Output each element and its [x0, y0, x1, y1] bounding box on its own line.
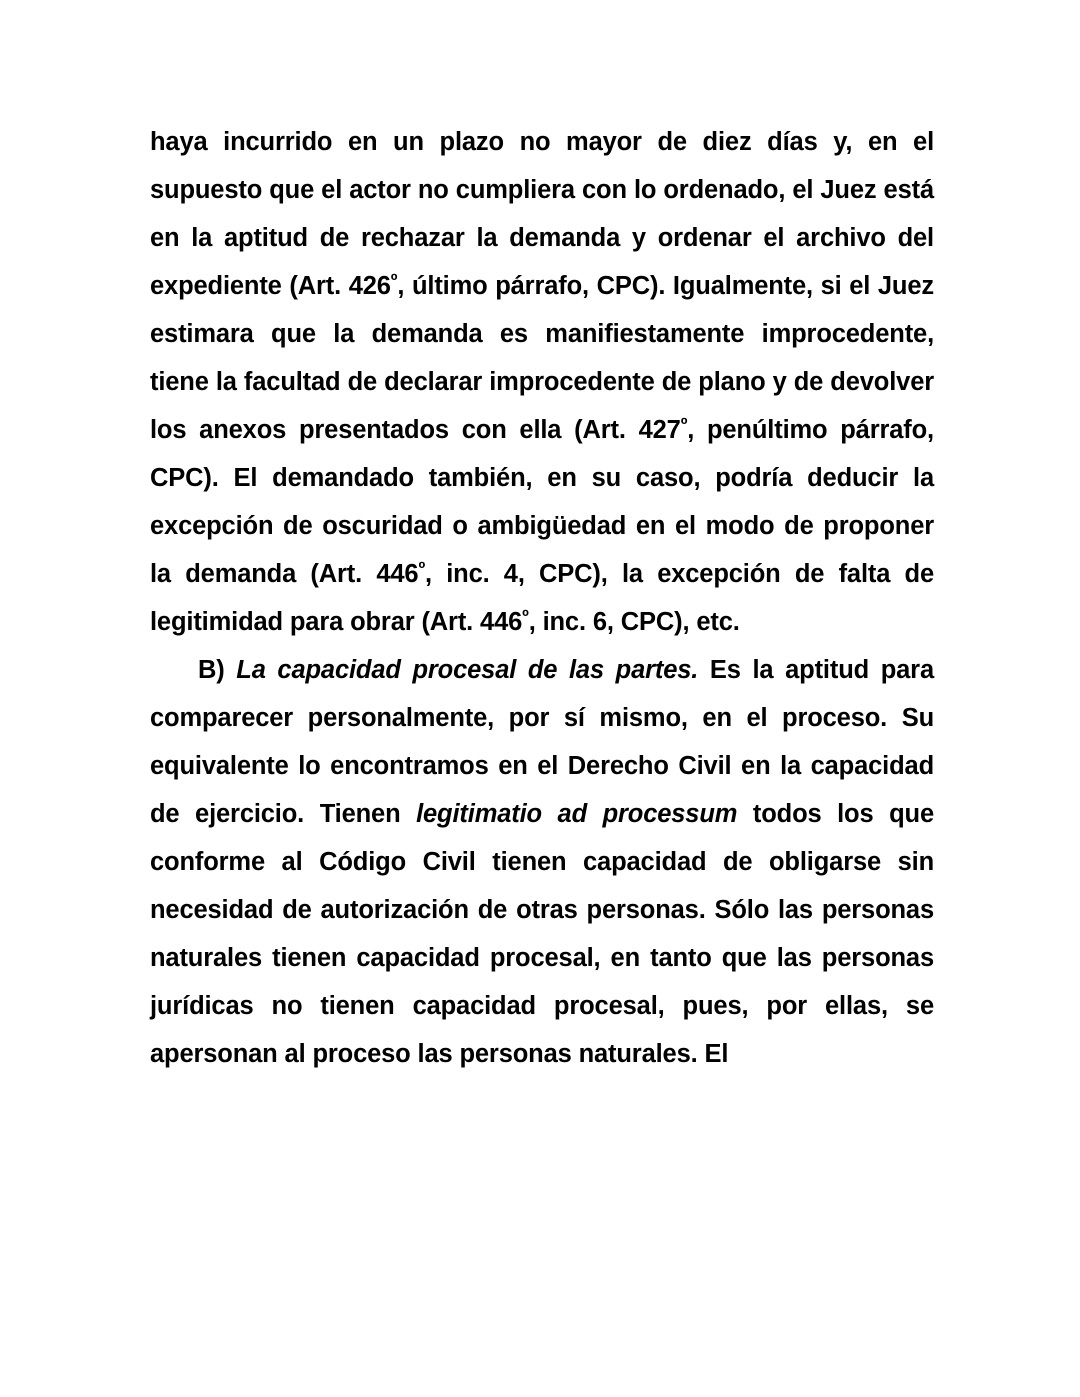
paragraph-section-b — [150, 646, 934, 1078]
paragraph-continuation — [150, 118, 934, 646]
paragraph-1-text-run-4: , inc. 4, CPC), la excepción de falta de legitimidad para obrar (Art. 446 — [150, 560, 934, 636]
paragraph-1-text-run-1: haya incurrido en un plazo no mayor de diez días y, en el supuesto que el actor no cumpliera con lo ordenado, el Juez está en la aptitud de rechazar la demanda y ordenar el archivo del expediente (Art. 426 — [150, 128, 934, 300]
ordinal-indicator-446-b: º — [522, 605, 529, 627]
paragraph-1-text-run-2: , último párrafo, CPC). Igualmente, si el Juez estimara que la demanda es manifiestamente improcedente, tiene la facultad de declarar improcedente de plano y de devolver los anexos presentados con ella (Art. 427 — [150, 272, 934, 444]
ordinal-indicator-426: º — [390, 269, 398, 291]
paragraph-2-text-run-2: todos los que conforme al Código Civil tienen capacidad de obligarse sin necesidad de autorización de otras personas. Sólo las personas naturales tienen capacidad procesal, en tanto que las personas jurídicas no tienen capacidad procesal, pues, por ellas, se apersonan al proceso las personas naturales. El — [150, 800, 934, 1068]
latin-term-italic: legitimatio ad processum — [416, 800, 738, 828]
paragraph-2-text-run-1: Es la aptitud para comparecer personalmente, por sí mismo, en el proceso. Su equivalente lo encontramos en el Derecho Civil en la capacidad de ejercicio. Tienen — [150, 656, 934, 828]
body-text-column — [150, 118, 934, 1078]
section-label-b: B) — [198, 656, 237, 684]
ordinal-indicator-446-a: º — [418, 557, 425, 579]
ordinal-indicator-427: º — [680, 413, 688, 435]
section-heading-italic: La capacidad procesal de las partes. — [236, 656, 699, 684]
paragraph-1-text-run-3: , penúltimo párrafo, CPC). El demandado también, en su caso, podría deducir la excepción de oscuridad o ambigüedad en el modo de proponer la demanda (Art. 446 — [150, 416, 934, 588]
paragraph-1-text-run-5: , inc. 6, CPC), etc. — [528, 608, 740, 636]
